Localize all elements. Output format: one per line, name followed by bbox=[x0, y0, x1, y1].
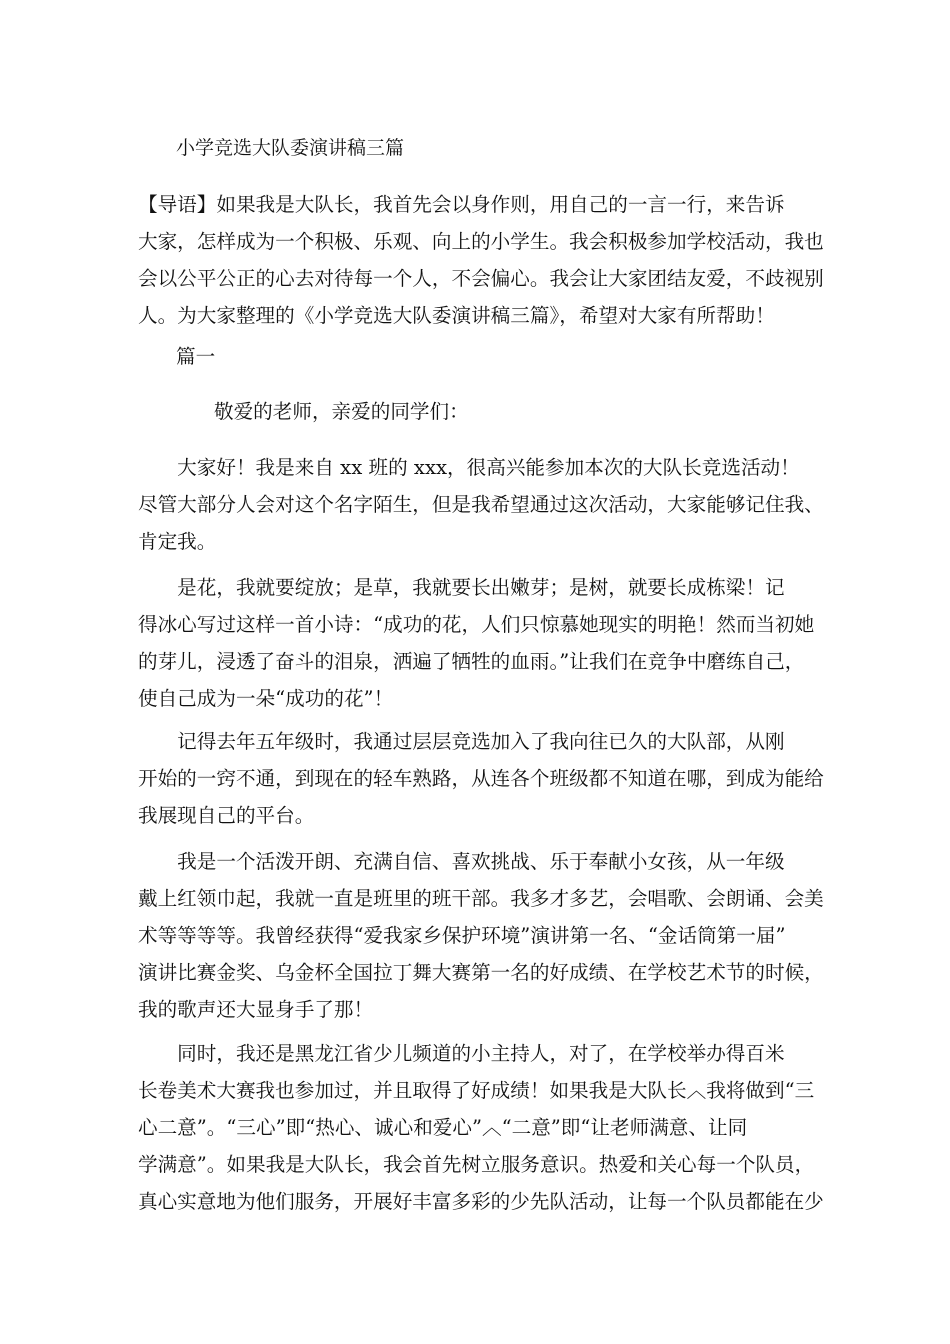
text-line: 使自己成为一朵“成功的花”！ bbox=[138, 687, 394, 710]
text-line: 心二意”。“三心”即“热心、诚心和爱心”︿“二意”即“让老师满意、让同 bbox=[138, 1116, 748, 1139]
text-line: 我是一个活泼开朗、充满自信、喜欢挑战、乐于奉献小女孩，从一年级 bbox=[138, 850, 785, 873]
text-line: 我的歌声还大显身手了那！ bbox=[138, 998, 374, 1021]
text-line: 学满意”。如果我是大队长，我会首先树立服务意识。热爱和关心每一个队员， bbox=[138, 1153, 815, 1176]
text-line: 会以公平公正的心去对待每一个人，不会偏心。我会让大家团结友爱，不歧视别 bbox=[138, 267, 824, 290]
text-line: 的芽儿，浸透了奋斗的泪泉，洒遍了牺牲的血雨。”让我们在竞争中磨练自己， bbox=[138, 650, 805, 673]
text-line: 大家好！我是来自 xx 班的 xxx，很高兴能参加本次的大队长竞选活动！ bbox=[138, 456, 800, 479]
text-line: 演讲比赛金奖、乌金杯全国拉丁舞大赛第一名的好成绩、在学校艺术节的时候， bbox=[138, 961, 824, 984]
text-line: 戴上红领巾起，我就一直是班里的班干部。我多才多艺，会唱歌、会朗诵、会美 bbox=[138, 887, 824, 910]
text-line: 【导语】如果我是大队长，我首先会以身作则，用自己的一言一行，来告诉 bbox=[138, 193, 785, 216]
body-paragraph bbox=[138, 723, 824, 834]
greeting: 敬爱的老师，亲爱的同学们： bbox=[214, 400, 469, 423]
text-line: 尽管大部分人会对这个名字陌生，但是我希望通过这次活动，大家能够记住我、 bbox=[138, 493, 824, 516]
body-paragraph bbox=[138, 449, 824, 560]
text-line: 真心实意地为他们服务，开展好丰富多彩的少先队活动，让每一个队员都能在少 bbox=[138, 1190, 824, 1213]
document-title: 小学竞选大队委演讲稿三篇 bbox=[176, 137, 405, 159]
text-line: 开始的一窍不通，到现在的轻车熟路，从连各个班级都不知道在哪，到成为能给 bbox=[138, 767, 824, 790]
text-line: 记得去年五年级时，我通过层层竞选加入了我向往已久的大队部，从刚 bbox=[138, 730, 785, 753]
text-line: 得冰心写过这样一首小诗：“成功的花，人们只惊慕她现实的明艳！然而当初她 bbox=[138, 613, 815, 636]
section-heading: 篇一 bbox=[176, 345, 216, 368]
text-line: 大家，怎样成为一个积极、乐观、向上的小学生。我会积极参加学校活动，我也 bbox=[138, 230, 824, 253]
text-line: 人。为大家整理的《小学竞选大队委演讲稿三篇》，希望对大家有所帮助！ bbox=[138, 304, 775, 327]
text-line: 术等等等等。我曾经获得“爱我家乡保护环境”演讲第一名、“金话筒第一届” bbox=[138, 924, 786, 947]
body-paragraph bbox=[138, 569, 814, 717]
text-line: 我展现自己的平台。 bbox=[138, 804, 315, 827]
body-paragraph bbox=[138, 843, 824, 1028]
text-line: 同时，我还是黑龙江省少儿频道的小主持人，对了，在学校举办得百米 bbox=[138, 1042, 785, 1065]
text-line: 是花，我就要绽放；是草，我就要长出嫩芽；是树，就要长成栋梁！记 bbox=[138, 576, 785, 599]
text-line: 肯定我。 bbox=[138, 530, 217, 553]
body-paragraph bbox=[138, 1035, 824, 1220]
text-line: 长卷美术大赛我也参加过，并且取得了好成绩！如果我是大队长︿我将做到“三 bbox=[138, 1079, 815, 1102]
intro-paragraph bbox=[138, 186, 824, 334]
